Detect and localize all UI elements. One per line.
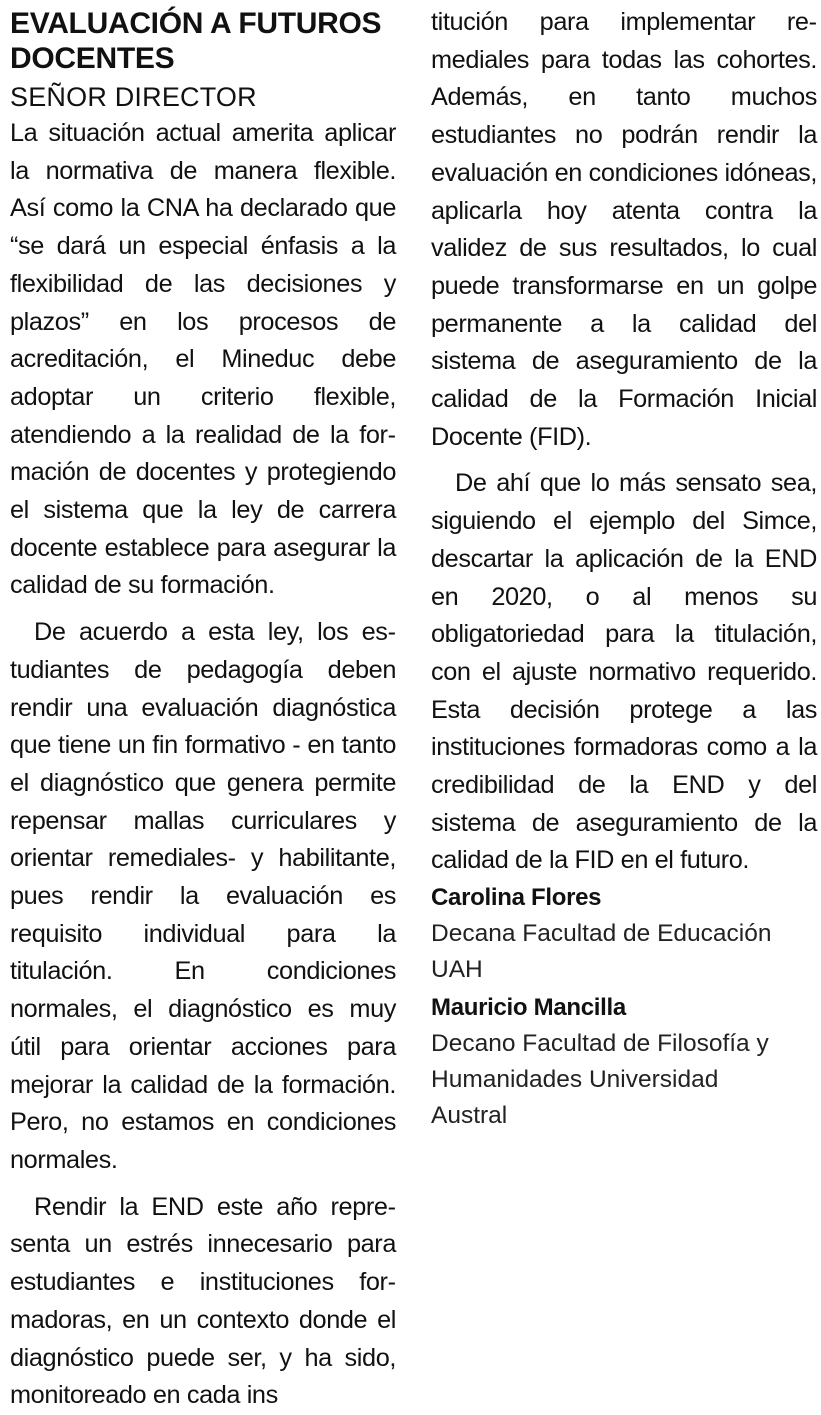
signature-role: Decano Facultad de Filosofía y Humanidades Universidad Austral xyxy=(431,1030,769,1130)
signature-name: Mauricio Mancilla xyxy=(431,994,626,1022)
left-column xyxy=(10,0,396,1415)
signature-2 xyxy=(431,990,817,1134)
paragraph-2: De acuerdo a esta ley, los estudiantes de pedagogía deben rendir una evaluación diagnóstica que tiene un fin formativo - en tanto el diagnóstico que genera permite repensar mallas curriculares y orientar remediales- y habilitante, pues rendir la evaluación es requisito individual para la titulación. En condiciones normales, el diagnóstico es muy útil para orientar acciones para mejorar la calidad de la formación. Pero, no estamos en condiciones normales. xyxy=(10,618,396,1174)
right-column xyxy=(431,0,817,1134)
signature-1 xyxy=(431,880,817,988)
salutation: SEÑOR DIRECTOR xyxy=(10,82,257,112)
signature-name: Carolina Flores xyxy=(431,884,602,912)
paragraph-3-start: Rendir la END este año representa un estrés innecesario para estudiantes e instituciones formadoras, en un contexto donde el diagnóstico puede ser, y ha sido, monitoreado en cada ins xyxy=(10,1192,396,1410)
signature-role: Decana Facultad de Educación UAH xyxy=(431,920,772,984)
headline: EVALUACIÓN A FUTUROS DOCENTES xyxy=(10,7,382,75)
paragraph-1: La situación actual amerita aplicar la normativa de manera flexible. Así como la CNA ha declarado que “se dará un especial énfasis a la flexibilidad de las decisiones y plazos” en los procesos de acreditación, el Mineduc debe adoptar un criterio flexible, atendiendo a la realidad de la formación de docentes y protegiendo el sistema que la ley de carrera docente establece para asegurar la calidad de su formación. xyxy=(10,119,396,600)
paragraph-4: De ahí que lo más sensato sea, siguiendo el ejemplo del Simce, descartar la aplicación de la END en 2020, o al menos su obligatoriedad para la titulación, con el ajuste normativo requerido. Esta decisión protege a las instituciones formadoras como a la credibilidad de la END y del sistema de aseguramiento de la calidad de la FID en el futuro. xyxy=(431,469,817,875)
paragraph-3-end: titución para implementar remediales para todas las cohortes. Además, en tanto muchos estudiantes no podrán rendir la evaluación en condiciones idóneas, aplicarla hoy atenta contra la validez de sus resultados, lo cual puede transformarse en un golpe permanente a la calidad del sistema de aseguramiento de la calidad de la Formación Inicial Docente (FID). xyxy=(431,8,817,451)
